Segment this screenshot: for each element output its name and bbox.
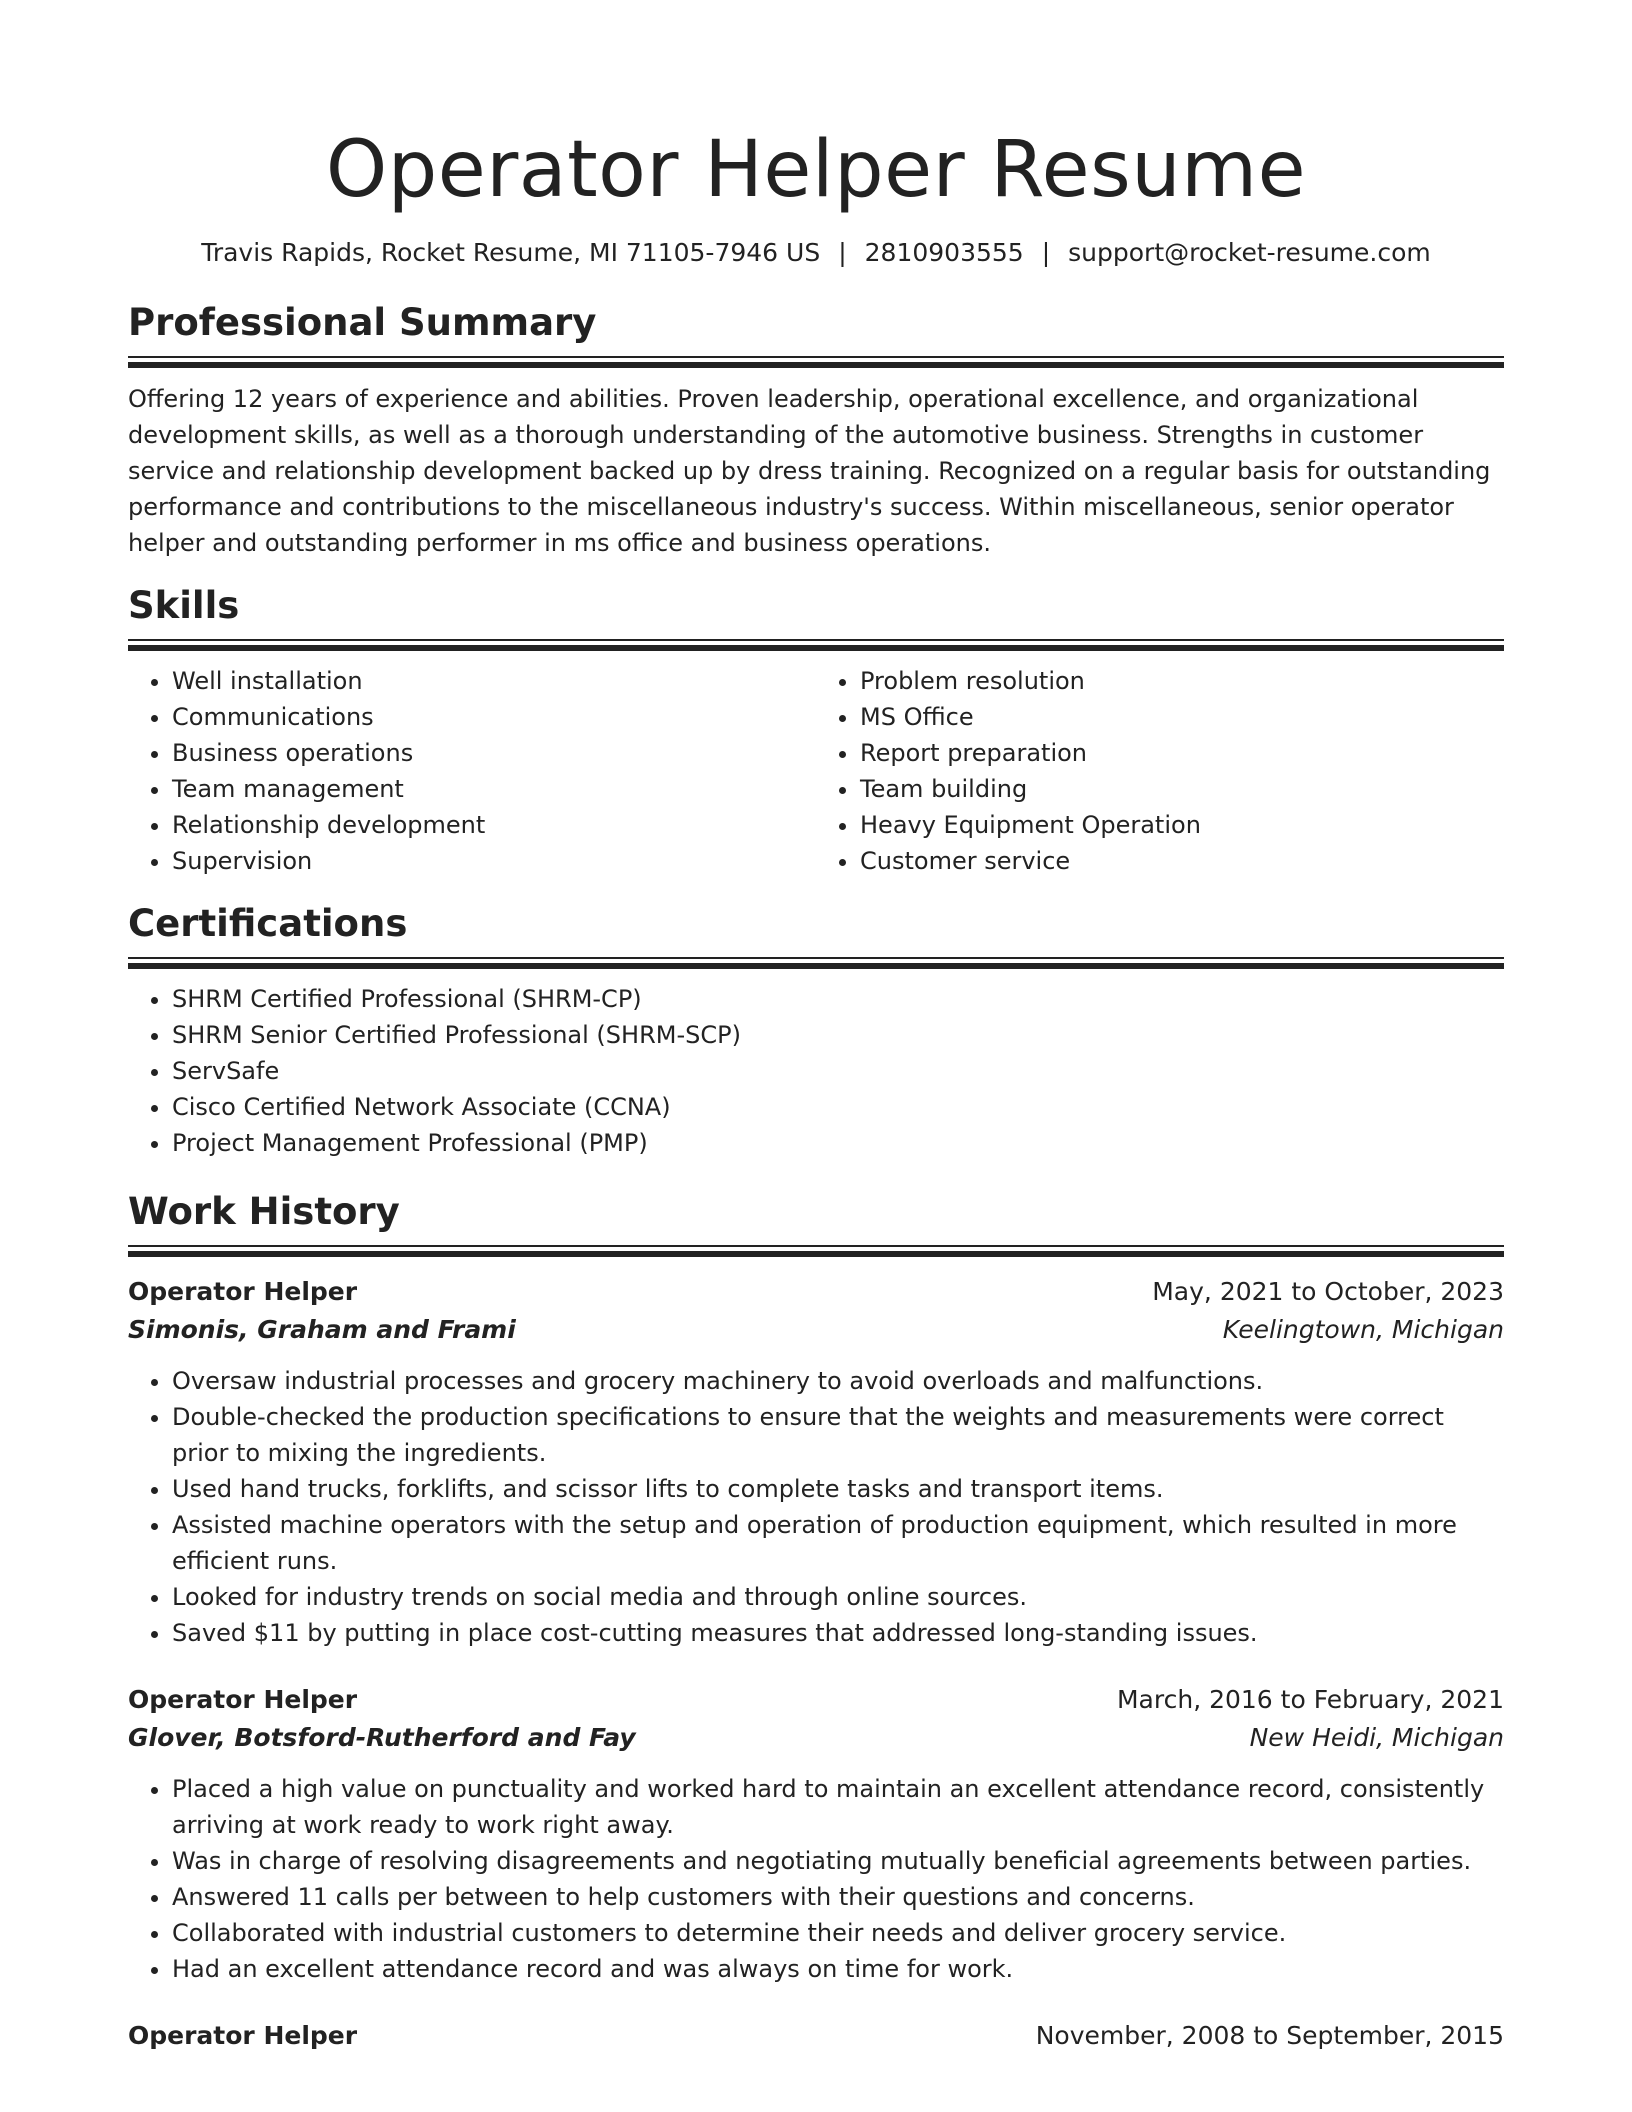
job-bullets bbox=[128, 1363, 1504, 1651]
list-item: • Saved $11 by putting in place cost-cutting measures that addressed long-standing issues. bbox=[172, 1615, 1504, 1651]
job-bullets bbox=[128, 1771, 1504, 1987]
job-subheader bbox=[128, 1719, 1504, 1757]
resume-page bbox=[128, 0, 1504, 2055]
list-item: • Relationship development bbox=[172, 807, 816, 843]
list-item: • Placed a high value on punctuality and worked hard to maintain an excellent attendance record, consistently arriving at work ready to work right away. bbox=[172, 1771, 1504, 1843]
job-company: Simonis, Graham and Frami bbox=[128, 1315, 516, 1344]
section-heading-work-history: Work History bbox=[128, 1190, 400, 1233]
list-item: • Had an excellent attendance record and was always on time for work. bbox=[172, 1951, 1504, 1987]
job-header bbox=[128, 2017, 1504, 2055]
list-item: • Assisted machine operators with the setup and operation of production equipment, which resulted in more efficient runs. bbox=[172, 1507, 1504, 1579]
list-item: • Well installation bbox=[172, 663, 816, 699]
work-history-section bbox=[128, 1189, 1504, 2055]
list-item: • Oversaw industrial processes and grocery machinery to avoid overloads and malfunctions. bbox=[172, 1363, 1504, 1399]
list-item: • Report preparation bbox=[860, 735, 1504, 771]
list-item: • Was in charge of resolving disagreements and negotiating mutually beneficial agreements between parties. bbox=[172, 1843, 1504, 1879]
list-item: • Double-checked the production specifications to ensure that the weights and measurements were correct prior to mixing the ingredients. bbox=[172, 1399, 1504, 1471]
list-item: • Team management bbox=[172, 771, 816, 807]
contact-phone: 2810903555 bbox=[864, 238, 1024, 267]
list-item: • Problem resolution bbox=[860, 663, 1504, 699]
list-item: • ServSafe bbox=[172, 1053, 1504, 1089]
job-header bbox=[128, 1273, 1504, 1311]
job-location: Keelingtown, Michigan bbox=[1222, 1315, 1504, 1344]
list-item: • Looked for industry trends on social media and through online sources. bbox=[172, 1579, 1504, 1615]
job-location: New Heidi, Michigan bbox=[1249, 1723, 1504, 1752]
section-divider bbox=[128, 1245, 1504, 1257]
contact-separator: | bbox=[1041, 238, 1051, 267]
list-item: • Customer service bbox=[860, 843, 1504, 879]
certifications-section bbox=[128, 901, 1504, 1161]
job-entry bbox=[128, 2017, 1504, 2055]
section-heading-skills: Skills bbox=[128, 584, 240, 627]
job-title: Operator Helper bbox=[128, 1685, 358, 1714]
summary-text: Offering 12 years of experience and abilities. Proven leadership, operational excellence, and organizational development skills, as well as a thorough understanding of the automotive business. Strengths in customer service and relationship development backed up by dress training. Recognized on a regular basis for outstanding performance and contributions to the miscellaneous industry's success. Within miscellaneous, senior operator helper and outstanding performer in ms office and business operations. bbox=[128, 385, 1491, 557]
section-heading-certifications: Certifications bbox=[128, 902, 408, 945]
list-item: • Cisco Certified Network Associate (CCNA) bbox=[172, 1089, 1504, 1125]
skills-section bbox=[128, 583, 1504, 879]
section-divider bbox=[128, 639, 1504, 651]
list-item: • Used hand trucks, forklifts, and scissor lifts to complete tasks and transport items. bbox=[172, 1471, 1504, 1507]
job-title: Operator Helper bbox=[128, 2021, 358, 2050]
contact-separator: | bbox=[838, 238, 847, 267]
section-divider bbox=[128, 356, 1504, 368]
skills-list-left bbox=[128, 663, 816, 879]
contact-email[interactable]: support@rocket-resume.com bbox=[1068, 238, 1431, 267]
job-header bbox=[128, 1681, 1504, 1719]
section-heading-summary: Professional Summary bbox=[128, 301, 597, 344]
job-subheader bbox=[128, 1311, 1504, 1349]
certifications-list bbox=[128, 981, 1504, 1161]
list-item: • Answered 11 calls per between to help customers with their questions and concerns. bbox=[172, 1879, 1504, 1915]
list-item: • SHRM Senior Certified Professional (SHRM-SCP) bbox=[172, 1017, 1504, 1053]
job-dates: May, 2021 to October, 2023 bbox=[1152, 1277, 1504, 1306]
section-divider bbox=[128, 957, 1504, 969]
page-title: Operator Helper Resume bbox=[325, 125, 1307, 215]
skills-list-right bbox=[816, 663, 1504, 879]
job-company: Glover, Botsford-Rutherford and Fay bbox=[128, 1723, 636, 1752]
list-item: • Collaborated with industrial customers to determine their needs and deliver grocery service. bbox=[172, 1915, 1504, 1951]
job-dates: March, 2016 to February, 2021 bbox=[1116, 1685, 1504, 1714]
contact-line bbox=[128, 236, 1504, 270]
job-dates: November, 2008 to September, 2015 bbox=[1035, 2021, 1504, 2050]
list-item: • MS Office bbox=[860, 699, 1504, 735]
summary-section bbox=[128, 300, 1504, 561]
list-item: • SHRM Certified Professional (SHRM-CP) bbox=[172, 981, 1504, 1017]
list-item: • Heavy Equipment Operation bbox=[860, 807, 1504, 843]
job-entry bbox=[128, 1681, 1504, 1987]
list-item: • Communications bbox=[172, 699, 816, 735]
skills-columns bbox=[128, 663, 1504, 879]
list-item: • Team building bbox=[860, 771, 1504, 807]
job-entry bbox=[128, 1273, 1504, 1651]
job-title: Operator Helper bbox=[128, 1277, 358, 1306]
list-item: • Supervision bbox=[172, 843, 816, 879]
list-item: • Business operations bbox=[172, 735, 816, 771]
contact-address: Travis Rapids, Rocket Resume, MI 71105-7946 US bbox=[201, 238, 821, 267]
list-item: • Project Management Professional (PMP) bbox=[172, 1125, 1504, 1161]
